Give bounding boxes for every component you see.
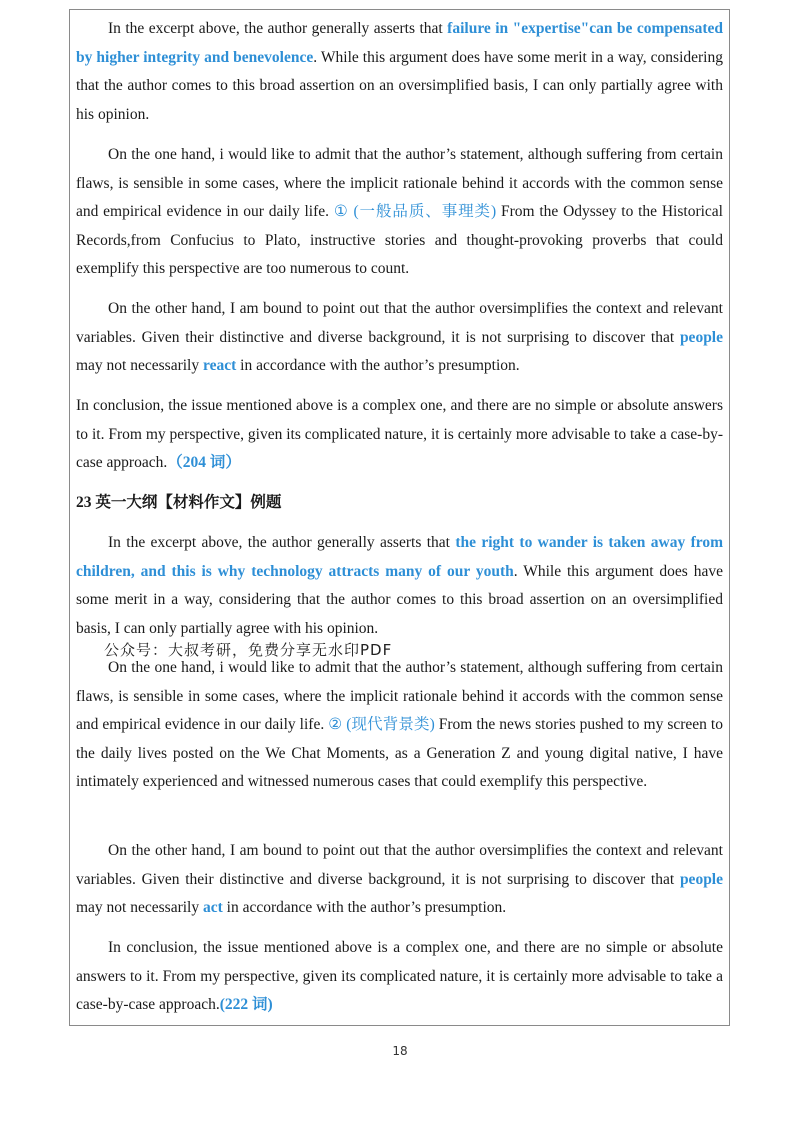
text: In the excerpt above, the author generally asserts that [108,20,448,37]
essay2-paragraph-1 [76,529,723,643]
text: On the other hand, I am bound to point out that the author oversimplifies the context and relevant variables. Given their distinctive and diverse background, it is not surprising to discover that [76,842,723,888]
highlight-word: act [202,899,223,917]
highlight-tag: ② (现代背景类) [328,716,435,734]
highlight-word: people [679,328,723,346]
essay1-paragraph-3 [76,295,723,381]
text: . While this argument does have some merit in a way, considering that the author comes to this broad assertion on an oversimplified basis, I can only partially agree with his opinion. [76,562,723,637]
essay2-paragraph-4 [76,934,723,1020]
highlight-tag: ① (一般品质、事理类) [333,203,497,221]
essay2-paragraph-2 [76,654,723,797]
essay2-paragraph-3 [76,837,723,923]
text: On the one hand, i would like to admit that the author’s statement, although suffering from certain flaws, is sensible in some cases, where the implicit rationale behind it accords with the common sense and empirical evidence in our daily life. [76,659,723,734]
text: In conclusion, the issue mentioned above is a complex one, and there are no simple or absolute answers to it. From my perspective, given its complicated nature, it is certainly more advisable to take a case-by-case approach. [76,939,723,1014]
text: On the other hand, I am bound to point out that the author oversimplifies the context and relevant variables. Given their distinctive and diverse background, it is not surprising to discover that [76,300,723,346]
highlight-word: react [202,357,237,375]
word-count: (222 词) [219,996,273,1014]
text: in accordance with the author’s presumption. [222,899,507,917]
text: From the news stories pushed to my screen to the daily lives posted on the We Chat Moments, as a Generation Z and young digital native, I have intimately experienced and witnessed numerous cases that could exemplify this perspective. [76,716,723,791]
text: In the excerpt above, the author generally asserts that [108,534,456,551]
essay1-paragraph-1 [76,15,723,129]
page-number: 18 [392,1044,408,1058]
word-count: （204 词） [167,454,241,472]
text: From the Odyssey to the Historical Records,from Confucius to Plato, instructive stories and thought-provoking proverbs that could exemplify this perspective are too numerous to count. [76,203,723,278]
text: . While this argument does have some merit in a way, considering that the author comes to this broad assertion on an oversimplified basis, I can only partially agree with his opinion. [76,48,723,123]
text: in accordance with the author’s presumption. [236,357,520,375]
section-heading: 23 英一大纲【材料作文】例题 [76,494,282,511]
watermark-text: 公众号：大叔考研，免费分享无水印PDF [104,641,393,659]
text: may not necessarily [76,357,203,375]
text: In conclusion, the issue mentioned above is a complex one, and there are no simple or absolute answers to it. From my perspective, given its complicated nature, it is certainly more advisable to take a case-by-case approach. [76,397,723,472]
highlight-claim: failure in "expertise"can be compensated by higher integrity and benevolence [76,20,723,66]
text: On the one hand, i would like to admit that the author’s statement, although suffering from certain flaws, is sensible in some cases, where the implicit rationale behind it accords with the common sense and empirical evidence in our daily life. [76,146,723,221]
essay1-paragraph-4 [76,392,723,478]
highlight-word: people [679,870,723,888]
essay1-paragraph-2 [76,141,723,284]
text: may not necessarily [76,899,203,917]
highlight-claim: the right to wander is taken away from children, and this is why technology attracts many of our youth [76,534,723,580]
